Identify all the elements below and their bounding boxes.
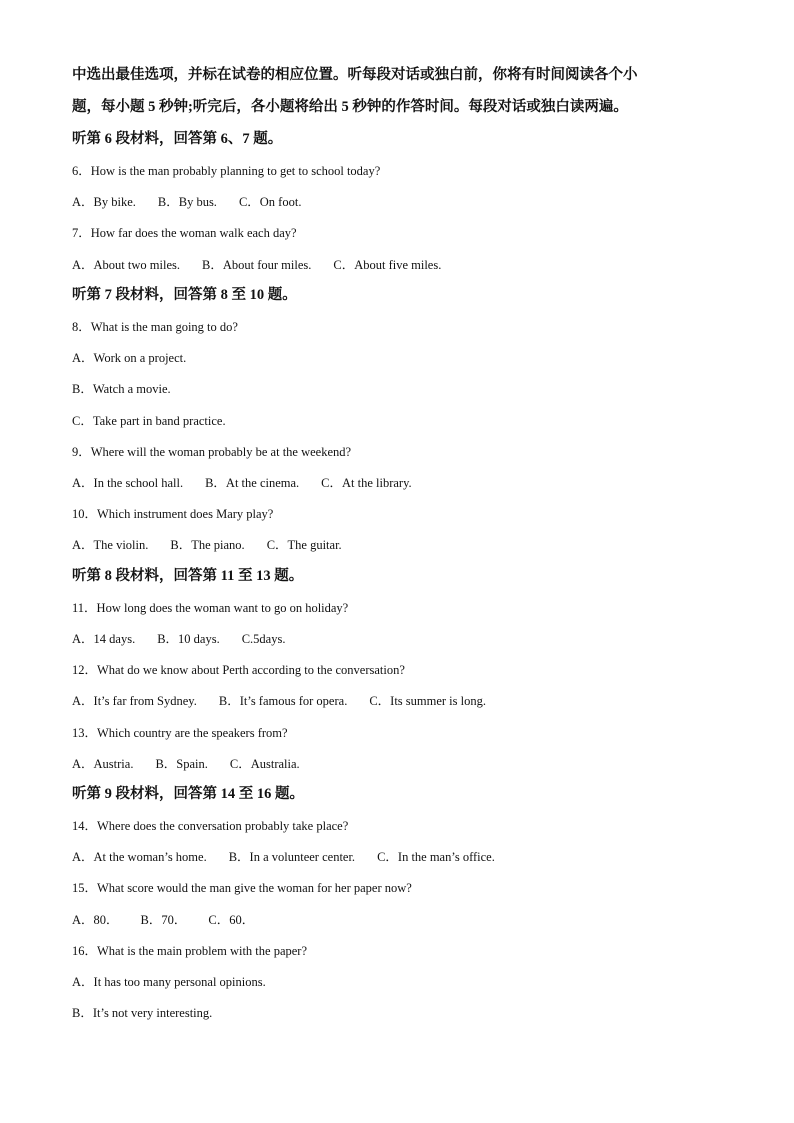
question-options [72,537,342,553]
option-a: A．About two miles. [72,258,180,272]
question-stem: 7．How far does the woman walk each day? [72,226,297,240]
option-b: B．Watch a movie. [72,382,171,396]
option-b: B．It’s famous for opera. [218,694,348,708]
option-a: A．Work on a project. [72,351,187,365]
option-b: B．It’s not very interesting. [72,1006,213,1020]
option-b: B．At the cinema. [205,476,300,490]
option-a: A．The violin. [72,538,149,552]
option-b: B．70． [140,913,187,927]
option-b: B．About four miles. [201,258,312,272]
option-b: B．The piano. [170,538,245,552]
option-b: B．10 days. [157,632,220,646]
question-options [72,631,285,647]
option-c: C．60． [208,913,255,927]
question-stem: 10．Which instrument does Mary play? [72,507,274,521]
option-c: C．Its summer is long. [369,694,486,708]
option-b: B．In a volunteer center. [228,850,356,864]
option-c: C．In the man’s office. [377,850,495,864]
option-c: C.5days. [241,632,286,646]
option-c: C．Take part in band practice. [72,414,226,428]
question-stem: 14．Where does the conversation probably take place? [72,819,349,833]
section-heading: 听第 9 段材料，回答第 14 至 16 题。 [72,786,304,802]
option-c: C．At the library. [321,476,412,490]
option-c: C．The guitar. [266,538,342,552]
option-b: B．By bus. [157,195,217,209]
question-options [72,912,254,928]
question-stem: 13．Which country are the speakers from? [72,726,288,740]
question-stem: 9．Where will the woman probably be at the weekend? [72,445,352,459]
question-options [72,849,495,865]
question-stem: 16．What is the main problem with the paper? [72,944,308,958]
option-a: A．80． [72,913,119,927]
question-stem: 15．What score would the man give the woman for her paper now? [72,881,412,895]
question-stem: 6．How is the man probably planning to get to school today? [72,164,381,178]
option-a: A．14 days. [72,632,136,646]
question-options [72,756,300,772]
section-heading: 听第 8 段材料，回答第 11 至 13 题。 [72,568,304,584]
section-heading: 听第 6 段材料，回答第 6、7 题。 [72,131,283,147]
instruction-line: 中选出最佳选项，并标在试卷的相应位置。听每段对话或独白前，你将有时间阅读各个小 [72,67,638,83]
option-c: C．About five miles. [333,258,442,272]
option-a: A．By bike. [72,195,136,209]
option-a: A．Austria. [72,757,134,771]
instruction-line: 题，每小题 5 秒钟;听完后，各小题将给出 5 秒钟的作答时间。每段对话或独白读两遍。 [72,99,628,115]
section-heading: 听第 7 段材料，回答第 8 至 10 题。 [72,287,297,303]
option-a: A．It has too many personal opinions. [72,975,266,989]
option-a: A．In the school hall. [72,476,184,490]
question-options [72,693,486,709]
question-options [72,257,441,273]
option-a: A．At the woman’s home. [72,850,207,864]
option-b: B．Spain. [155,757,208,771]
option-a: A．It’s far from Sydney. [72,694,197,708]
question-options [72,194,301,210]
question-stem: 12．What do we know about Perth according to the conversation? [72,663,405,677]
option-c: C．On foot. [238,195,302,209]
question-stem: 11．How long does the woman want to go on holiday? [72,601,349,615]
question-stem: 8．What is the man going to do? [72,320,238,334]
option-c: C．Australia. [229,757,300,771]
question-options [72,475,412,491]
